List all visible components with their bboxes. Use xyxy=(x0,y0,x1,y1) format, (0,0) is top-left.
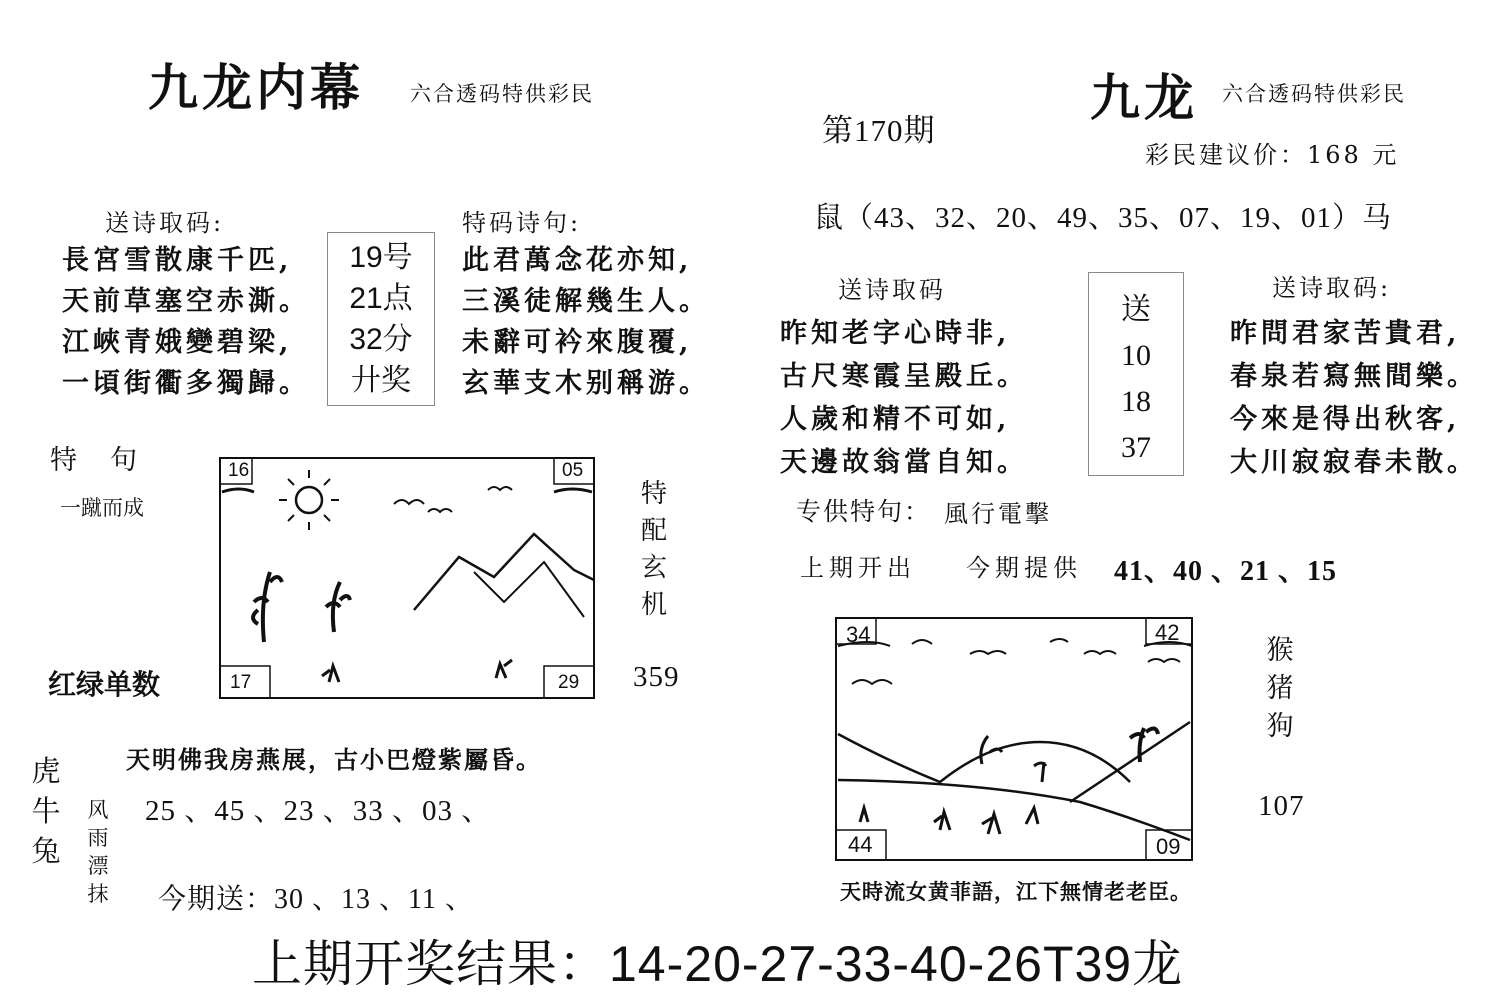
te-ju-label: 特 句 xyxy=(50,445,140,476)
left-title: 九龙内幕 xyxy=(148,58,364,117)
pic-corner-tl: 34 xyxy=(846,622,871,647)
rat-line: 鼠（43、32、20、49、35、07、19、01）马 xyxy=(814,202,1393,234)
right-title: 九龙 xyxy=(1090,68,1198,127)
wind-rain-vertical: 风 雨 漂 抹 xyxy=(87,798,109,906)
last-label: 上期开出 xyxy=(800,554,916,582)
poem-line: 人歲和精不可如, xyxy=(780,404,1011,435)
poem-line: 天邊故翁當自知。 xyxy=(780,447,1028,478)
footer-result: 上期开奖结果：14-20-27-33-40-26T39龙 xyxy=(252,936,1184,992)
pic-corner-tr: 42 xyxy=(1155,620,1180,645)
box-line: 19号 xyxy=(349,241,413,274)
pic-corner-bl: 44 xyxy=(848,832,873,857)
right-subtitle: 六合透码特供彩民 xyxy=(1222,82,1406,106)
right-center-box xyxy=(1088,272,1184,476)
poem-line: 昨知老字心時非, xyxy=(780,318,1011,349)
poem-line: 春泉若寫無間樂。 xyxy=(1230,361,1478,392)
left-center-box xyxy=(327,232,435,406)
box-line: 10 xyxy=(1121,339,1151,372)
tema-poem xyxy=(462,240,710,404)
left-poem xyxy=(62,240,310,404)
left-subtitle: 六合透码特供彩民 xyxy=(410,82,594,106)
box-line: 37 xyxy=(1121,431,1151,464)
poem-line: 昨問君家苦貴君, xyxy=(1230,318,1461,349)
poem-line: 一頃街衢多獨歸。 xyxy=(62,368,310,399)
pic-corner-tr: 05 xyxy=(562,460,584,481)
right-number: 107 xyxy=(1258,790,1305,822)
poem-line: 玄華支木别稱游。 xyxy=(462,368,710,399)
poem-line: 大川寂寂春未散。 xyxy=(1230,447,1478,478)
right-poem-left xyxy=(780,312,1028,484)
tema-heading: 特码诗句: xyxy=(462,209,582,237)
poem-line: 今來是得出秋客, xyxy=(1230,404,1461,435)
provide-numbers: 41、40 、21 、15 xyxy=(1114,556,1338,587)
special-value: 風行電擊 xyxy=(944,500,1052,528)
poem-line: 江峽青娥變碧梁, xyxy=(62,327,293,358)
right-poem-heading-left: 送诗取码 xyxy=(838,276,946,304)
numbers-line: 25 、45 、23 、33 、03 、 xyxy=(145,795,492,827)
box-line: 21点 xyxy=(349,282,413,315)
issue-number: 第170期 xyxy=(822,113,936,148)
pic-corner-br: 29 xyxy=(558,672,580,693)
pic-corner-bl: 17 xyxy=(230,672,252,693)
provide-label: 今期提供 xyxy=(966,554,1082,582)
special-label: 专供特句： xyxy=(796,497,932,526)
poem-line: 未辭可衿來腹覆, xyxy=(462,327,693,358)
right-picture xyxy=(830,612,1200,866)
poem-line: 長宮雪散康千匹, xyxy=(62,245,293,276)
box-line: 32分 xyxy=(349,323,413,356)
pic-corner-tl: 16 xyxy=(228,460,250,481)
animals-vertical: 虎 牛 兔 xyxy=(31,754,61,868)
right-poem-heading-right: 送诗取码: xyxy=(1272,274,1392,302)
left-number: 359 xyxy=(633,661,680,693)
right-poem-right xyxy=(1230,312,1478,484)
red-green-label: 红绿单数 xyxy=(48,668,161,701)
left-vertical-label: 特 配 玄 机 xyxy=(640,479,667,620)
poem-line: 天前草塞空赤澌。 xyxy=(62,286,310,317)
poem-line: 此君萬念花亦知, xyxy=(462,245,693,276)
riddle: 天明佛我房燕展，古小巴燈紫屬昏。 xyxy=(126,745,542,774)
poem-line: 古尺寒霞呈殿丘。 xyxy=(780,361,1028,392)
right-animals-vertical: 猴 猪 狗 xyxy=(1266,635,1294,742)
te-ju-value: 一蹴而成 xyxy=(60,496,144,520)
price: 彩民建议价：168 元 xyxy=(1145,141,1400,169)
right-caption: 天時流女黄菲語，江下無情老老臣。 xyxy=(840,879,1192,904)
pic-corner-br: 09 xyxy=(1156,834,1181,859)
box-line: 送 xyxy=(1121,293,1151,326)
box-line: 廾奖 xyxy=(351,364,411,397)
today-send: 今期送：30 、13 、11 、 xyxy=(158,884,474,915)
left-poem-heading: 送诗取码: xyxy=(105,209,225,237)
left-picture xyxy=(214,452,600,704)
poem-line: 三溪徒解幾生人。 xyxy=(462,286,710,317)
box-line: 18 xyxy=(1121,385,1151,418)
